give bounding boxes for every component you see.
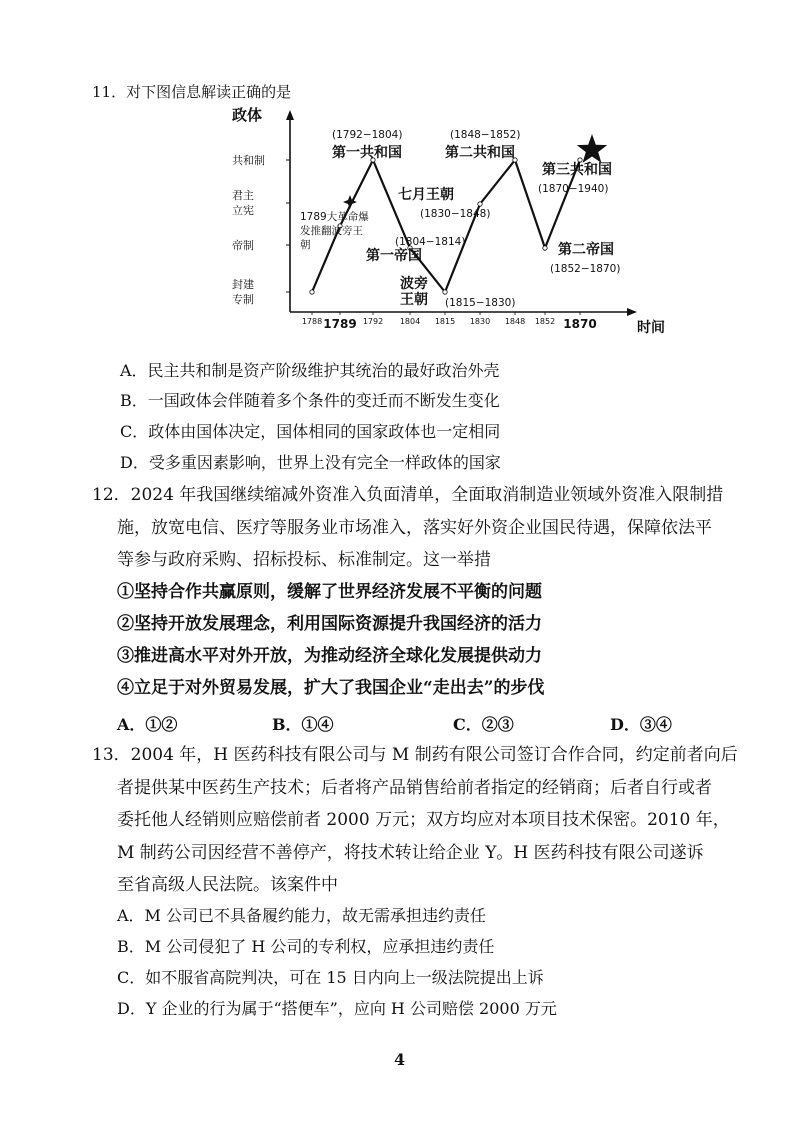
q12-item-2: ②坚持开放发展理念，利用国际资源提升我国经济的活力 <box>117 614 542 634</box>
q12-stem-line-3: 等参与政府采购、招标投标、标准制定。这一举措 <box>117 550 491 570</box>
y-category-label: 专制 <box>232 293 254 306</box>
data-point <box>478 202 482 206</box>
chart-annotation: (1830−1848) <box>420 208 491 220</box>
chart-annotation: (1848−1852) <box>450 129 521 141</box>
chart-annotation: 第二共和国 <box>445 145 515 161</box>
data-point <box>310 290 314 294</box>
x-axis-arrow <box>627 308 637 316</box>
chart-annotation: (1815−1830) <box>445 297 516 309</box>
y-category-label: 封建 <box>232 278 254 291</box>
q13-option-b: B．M 公司侵犯了 H 公司的专利权，应承担违约责任 <box>117 937 495 956</box>
x-tick-label: 1815 <box>434 317 456 326</box>
q11-option-b: B．一国政体会伴随着多个条件的变迁而不断发生变化 <box>120 391 500 410</box>
data-point <box>543 246 547 250</box>
x-tick-label: 1848 <box>504 317 526 326</box>
q12-item-1: ①坚持合作共赢原则，缓解了世界经济发展不平衡的问题 <box>117 582 542 602</box>
chart-annotation: 第三共和国 <box>542 162 612 178</box>
chart-annotation: 第二帝国 <box>558 242 614 258</box>
x-tick-label: 1870 <box>563 317 597 331</box>
q11-option-c: C．政体由国体决定，国体相同的国家政体也一定相同 <box>120 422 501 441</box>
chart-annotation: 第一共和国 <box>332 145 402 161</box>
q12-answer-a: A．①② <box>117 715 178 734</box>
chart-annotation: 朝 <box>300 239 311 251</box>
chart-annotation: (1804−1814) <box>395 236 466 248</box>
x-axis-title: 时间 <box>637 320 665 336</box>
data-point <box>443 290 447 294</box>
chart-annotation: 波旁 <box>400 276 428 292</box>
q12-item-4: ④立足于对外贸易发展，扩大了我国企业“走出去”的步伐 <box>117 678 545 698</box>
x-tick-label: 1852 <box>534 317 556 326</box>
q13-option-c: C．如不服省高院判决，可在 15 日内向上一级法院提出上诉 <box>117 968 544 987</box>
chart-annotation: 第一帝国 <box>366 248 422 264</box>
x-tick-label: 1792 <box>362 317 384 326</box>
q12-answer-c: C．②③ <box>453 715 514 734</box>
chart-annotation: (1852−1870) <box>550 263 621 275</box>
q12-item-3: ③推进高水平对外开放，为推动经济全球化发展提供动力 <box>117 646 542 666</box>
x-tick-label: 1789 <box>323 317 357 331</box>
q11-stem: 11．对下图信息解读正确的是 <box>92 83 292 101</box>
q13-stem-line-3: 委托他人经销则应赔偿前者 2000 万元；双方均应对本项目技术保密。2010 年， <box>117 810 730 830</box>
q13-stem-line-2: 者提供某中医药生产技术；后者将产品销售给前者指定的经销商；后者自行或者 <box>117 778 712 798</box>
q11-option-d: D．受多重因素影响，世界上没有完全一样政体的国家 <box>120 453 501 472</box>
q12-answer-d: D．③④ <box>610 715 672 734</box>
y-category-label: 帝制 <box>232 239 254 252</box>
regime-chart <box>232 100 665 340</box>
y-category-label: 共和制 <box>232 154 265 167</box>
y-axis-title: 政体 <box>232 106 263 124</box>
chart-annotation: (1870−1940) <box>538 183 609 195</box>
chart-annotation: 七月王朝 <box>398 187 454 203</box>
chart-annotation: 发推翻波旁王 <box>300 225 363 237</box>
chart-annotation: 1789大革命爆 <box>300 211 369 223</box>
q11-option-a: A．民主共和制是资产阶级维护其统治的最好政治外壳 <box>120 361 500 380</box>
q13-stem-line-5: 至省高级人民法院。该案件中 <box>117 875 338 895</box>
q13-option-d: D．Y 企业的行为属于“搭便车”，应向 H 公司赔偿 2000 万元 <box>117 999 557 1018</box>
q12-stem-line-2: 施，放宽电信、医疗等服务业市场准入，落实好外资企业国民待遇，保障依法平 <box>117 518 712 538</box>
y-axis-arrow <box>286 110 294 120</box>
q12-stem-line-1: 12．2024 年我国继续缩减外资准入负面清单，全面取消制造业领域外资准入限制措 <box>92 485 724 505</box>
page-number: 4 <box>394 1050 406 1069</box>
q13-stem-line-4: M 制药公司因经营不善停产，将技术转让给企业 Y。H 医药科技有限公司遂诉 <box>117 843 704 863</box>
x-tick-label: 1830 <box>469 317 491 326</box>
q13-stem-line-1: 13．2004 年，H 医药科技有限公司与 M 制药有限公司签订合作合同，约定前者向后 <box>92 745 738 765</box>
y-category-label: 立宪 <box>232 204 254 217</box>
chart-annotation: 王朝 <box>400 292 428 308</box>
q12-answer-b: B．①④ <box>272 715 334 734</box>
y-category-label: 君主 <box>232 189 254 202</box>
q13-option-a: A．M 公司已不具备履约能力，故无需承担违约责任 <box>117 906 487 925</box>
x-tick-label: 1788 <box>301 317 323 326</box>
x-tick-label: 1804 <box>399 317 421 326</box>
chart-annotation: (1792−1804) <box>332 129 403 141</box>
